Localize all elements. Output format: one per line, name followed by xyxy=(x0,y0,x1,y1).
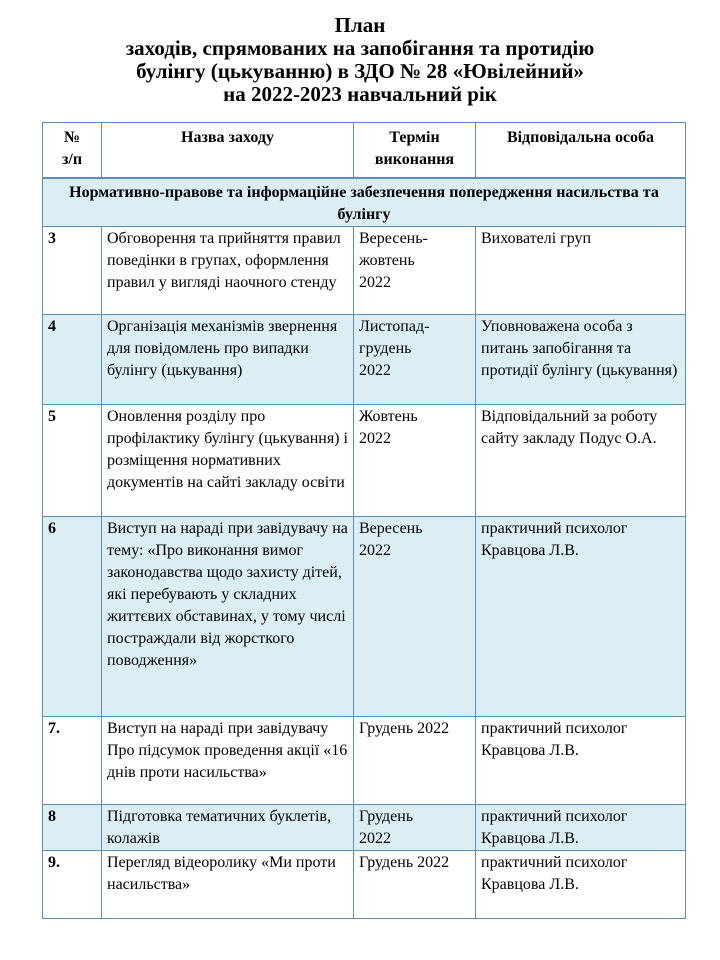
row-number: 6 xyxy=(43,517,102,717)
responsible-person: практичний психолог Кравцова Л.В. xyxy=(476,805,686,851)
responsible-person: практичний психолог Кравцова Л.В. xyxy=(476,851,686,919)
event-name: Організація механізмів звернення для повідомлень про випадки булінгу (цькування) xyxy=(102,315,354,405)
section-title: Нормативно-правове та інформаційне забезпечення попередження насильства та булінгу xyxy=(43,178,686,227)
event-term: Вересень- жовтень 2022 xyxy=(354,227,476,315)
row-number: 4 xyxy=(43,315,102,405)
row-number: 3 xyxy=(43,227,102,315)
event-name: Оновлення розділу про профілактику булінгу (цькування) і розміщення нормативних документів на сайті закладу освіти xyxy=(102,405,354,517)
event-name: Підготовка тематичних буклетів, колажів xyxy=(102,805,354,851)
row-number: 8 xyxy=(43,805,102,851)
header-number: № з/п xyxy=(43,123,102,179)
responsible-person: практичний психолог Кравцова Л.В. xyxy=(476,517,686,717)
table-row xyxy=(43,517,686,717)
title-line: заходів, спрямованих на запобігання та протидію xyxy=(125,36,595,60)
event-term: Жовтень 2022 xyxy=(354,405,476,517)
table-row xyxy=(43,405,686,517)
section-row xyxy=(43,178,686,227)
event-term: Грудень 2022 xyxy=(354,717,476,805)
event-term: Вересень 2022 xyxy=(354,517,476,717)
responsible-person: практичний психолог Кравцова Л.В. xyxy=(476,717,686,805)
event-term: Грудень 2022 xyxy=(354,851,476,919)
responsible-person: Уповноважена особа з питань запобігання та протидії булінгу (цькування) xyxy=(476,315,686,405)
title-line: на 2022-2023 навчальний рік xyxy=(223,82,497,106)
event-name: Виступ на нараді при завідувачу Про підсумок проведення акції «16 днів проти насильства» xyxy=(102,717,354,805)
event-term: Листопад- грудень 2022 xyxy=(354,315,476,405)
event-term: Грудень 2022 xyxy=(354,805,476,851)
table-row xyxy=(43,851,686,919)
plan-table xyxy=(42,122,686,919)
document-title xyxy=(0,14,720,106)
table-row xyxy=(43,315,686,405)
row-number: 7. xyxy=(43,717,102,805)
title-line: булінгу (цькуванню) в ЗДО № 28 «Ювілейний» xyxy=(136,59,584,83)
responsible-person: Вихователі груп xyxy=(476,227,686,315)
title-line: План xyxy=(334,13,386,37)
header-term: Термін виконання xyxy=(354,123,476,179)
table-row xyxy=(43,227,686,315)
event-name: Перегляд відеоролику «Ми проти насильства» xyxy=(102,851,354,919)
event-name: Виступ на нараді при завідувачу на тему: «Про виконання вимог законодавства щодо захисту дітей, які перебувають у складних життєвих обставинах, у тому числі постраждали від жорсткого поводження» xyxy=(102,517,354,717)
row-number: 9. xyxy=(43,851,102,919)
table-row xyxy=(43,717,686,805)
header-event-name: Назва заходу xyxy=(102,123,354,179)
header-responsible: Відповідальна особа xyxy=(476,123,686,179)
table-row xyxy=(43,805,686,851)
table-header-row xyxy=(43,123,686,179)
row-number: 5 xyxy=(43,405,102,517)
responsible-person: Відповідальний за роботу сайту закладу Подус О.А. xyxy=(476,405,686,517)
event-name: Обговорення та прийняття правил поведінки в групах, оформлення правил у вигляді наочного стенду xyxy=(102,227,354,315)
